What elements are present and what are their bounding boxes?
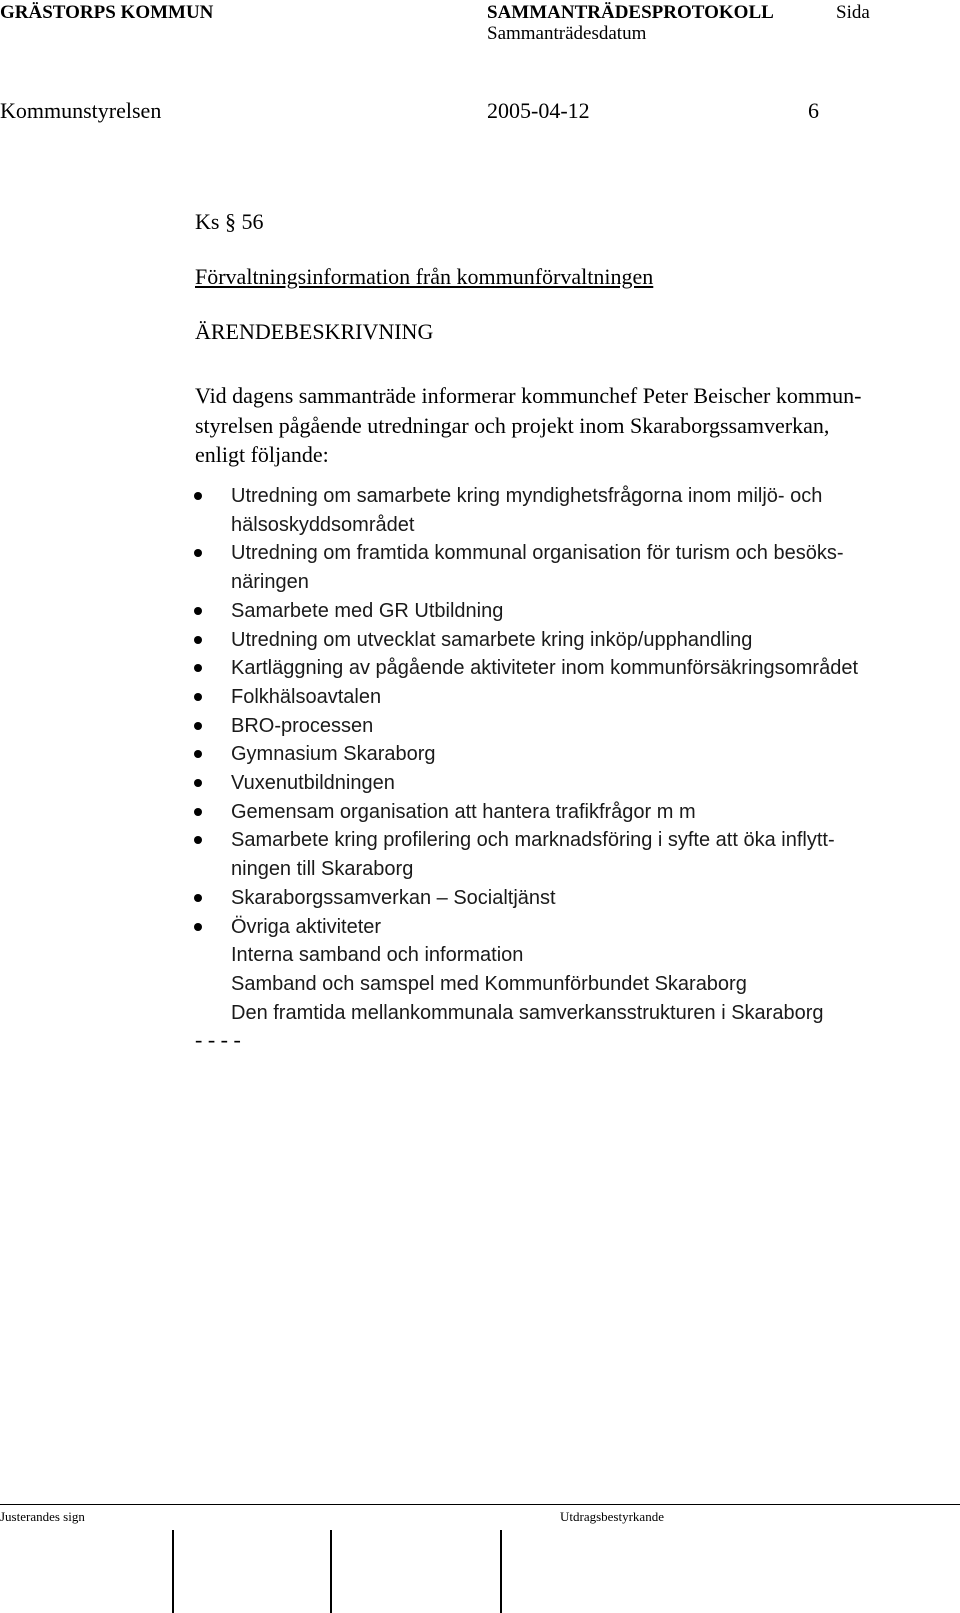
paragraph-reference: Ks § 56 [195, 209, 264, 234]
footer-divider [0, 1504, 960, 1505]
bullet-icon [194, 923, 202, 931]
intro-line: styrelsen pågående utredningar och projekt inom Skaraborgssamverkan, [195, 412, 830, 438]
end-marker: - - - - [195, 1027, 241, 1052]
bullet-icon [194, 779, 202, 787]
meeting-date: 2005-04-12 [487, 98, 590, 123]
page-label: Sida [836, 2, 870, 23]
list-item: Skaraborgssamverkan – Socialtjänst [194, 884, 934, 913]
list-item: Gemensam organisation att hantera trafikfrågor m m [194, 798, 934, 827]
list-item: Samarbete kring profilering och marknadsföring i syfte att öka inflytt- ningen till Skaraborg [194, 826, 934, 883]
list-item: Utredning om utvecklat samarbete kring inköp/upphandling [194, 626, 934, 655]
footer-certify-label: Utdragsbestyrkande [560, 1509, 664, 1524]
list-item: Samarbete med GR Utbildning [194, 597, 934, 626]
page-number: 6 [808, 98, 819, 123]
bullet-icon [194, 607, 202, 615]
activity-list [194, 482, 934, 1027]
bullet-icon [194, 664, 202, 672]
intro-paragraph [195, 381, 915, 470]
signature-box-divider [500, 1530, 502, 1613]
bullet-icon [194, 636, 202, 644]
bullet-icon [194, 492, 202, 500]
bullet-icon [194, 750, 202, 758]
date-label: Sammanträdesdatum [487, 23, 647, 44]
signature-box-divider [330, 1530, 332, 1613]
bullet-icon [194, 722, 202, 730]
organization-name: GRÄSTORPS KOMMUN [0, 2, 214, 23]
list-item: BRO-processen [194, 712, 934, 741]
intro-line: Vid dagens sammanträde informerar kommunchef Peter Beischer kommun- [195, 383, 862, 408]
intro-line: enligt följande: [195, 442, 329, 467]
committee-name: Kommunstyrelsen [0, 98, 162, 123]
list-item: Kartläggning av pågående aktiviteter inom kommunförsäkringsområdet [194, 654, 934, 683]
section-title: Förvaltningsinformation från kommunförvaltningen [195, 264, 654, 289]
footer-sign-label: Justerandes sign [0, 1509, 85, 1524]
list-item: Övriga aktiviteter [194, 913, 934, 942]
bullet-icon [194, 549, 202, 557]
bullet-icon [194, 693, 202, 701]
list-item: Folkhälsoavtalen [194, 683, 934, 712]
list-item: Vuxenutbildningen [194, 769, 934, 798]
list-item: Utredning om samarbete kring myndighetsfrågorna inom miljö- och hälsoskyddsområdet [194, 482, 934, 539]
sub-list-item: Den framtida mellankommunala samverkansstrukturen i Skaraborg [231, 1001, 824, 1024]
sub-list-item: Samband och samspel med Kommunförbundet Skaraborg [231, 972, 747, 995]
document-type: SAMMANTRÄDESPROTOKOLL [487, 2, 774, 23]
signature-box-divider [172, 1530, 174, 1613]
bullet-icon [194, 808, 202, 816]
list-item: Utredning om framtida kommunal organisation för turism och besöks- näringen [194, 539, 934, 596]
bullet-icon [194, 836, 202, 844]
bullet-icon [194, 894, 202, 902]
sub-list-item: Interna samband och information [231, 944, 524, 967]
section-heading: ÄRENDEBESKRIVNING [195, 319, 434, 344]
list-item: Gymnasium Skaraborg [194, 740, 934, 769]
